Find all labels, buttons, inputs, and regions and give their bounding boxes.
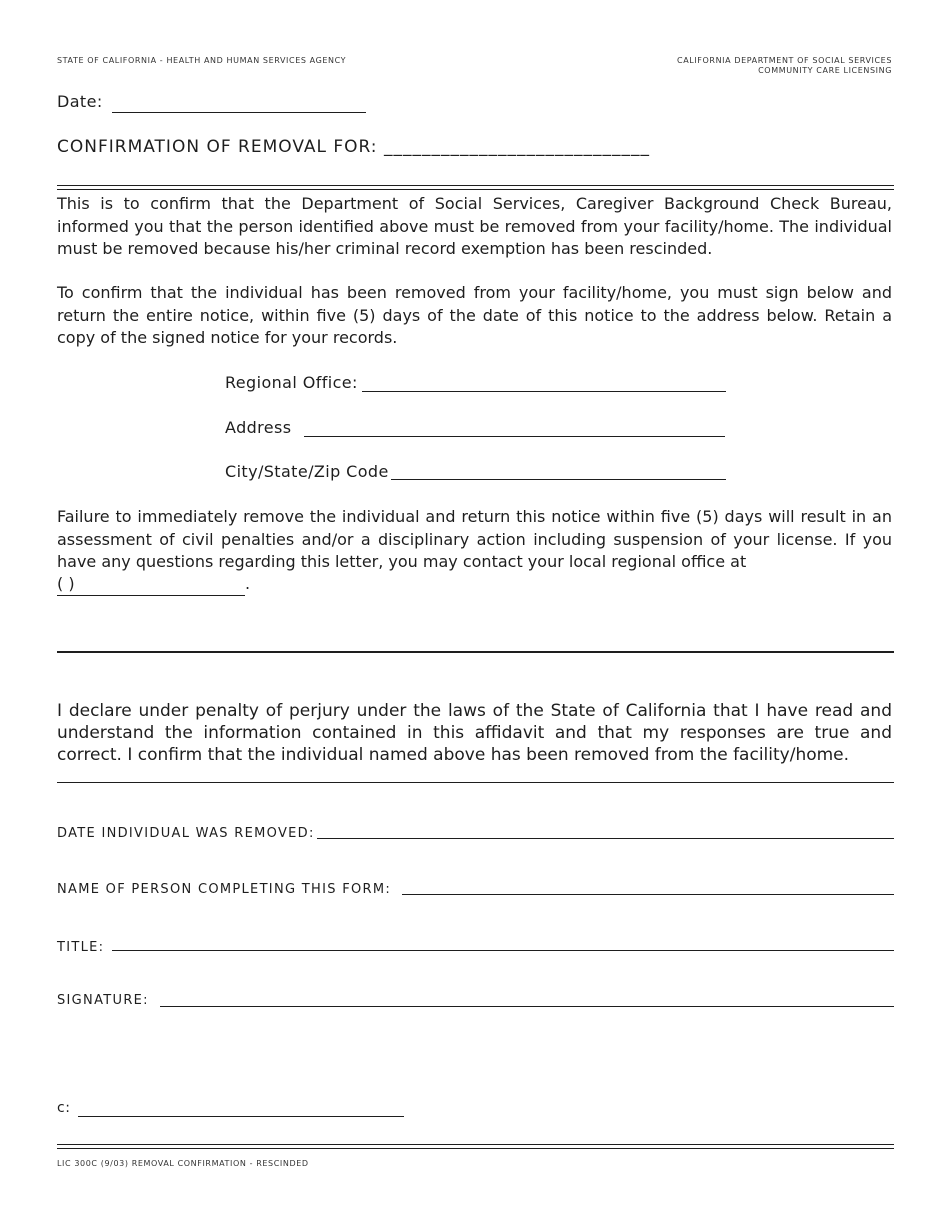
address-label: Address [225,418,292,437]
city-state-zip-label: City/State/Zip Code [225,462,389,481]
cc-label: c: [57,1100,71,1116]
bottom-double-rule-2 [57,1148,894,1149]
city-state-zip-field[interactable] [391,462,726,480]
date-removed-field[interactable] [317,826,894,839]
agency-header: STATE OF CALIFORNIA - HEALTH AND HUMAN SERVICES AGENCY [57,56,347,65]
signature-label: SIGNATURE: [57,993,149,1008]
confirmation-of-removal-heading [57,137,650,157]
phone-number-line [57,573,250,596]
name-label: NAME OF PERSON COMPLETING THIS FORM: [57,882,392,897]
paragraph-instructions: To confirm that the individual has been removed from your facility/home, you must sign below and return the entire notice, within five (5) days of the date of this notice to the address below. Retain a copy of the signed notice for your records. [57,283,892,347]
department-name: CALIFORNIA DEPARTMENT OF SOCIAL SERVICES [677,56,892,65]
confirmation-label: CONFIRMATION OF REMOVAL FOR: [57,137,378,157]
address-field[interactable] [304,419,725,437]
date-label: Date: [57,92,103,111]
name-field[interactable] [402,882,894,895]
division-name: COMMUNITY CARE LICENSING [758,66,892,75]
confirmation-name-blank[interactable]: ____________________________ [383,137,650,157]
phone-number-field[interactable] [57,573,245,596]
regional-office-field[interactable] [362,374,726,392]
declaration-rule [57,782,894,783]
penalties-text: Failure to immediately remove the individual and return this notice within five (5) days will result in an assessment of civil penalties and/or a disciplinary action including suspension of your license. If you have any questions regarding this letter, you may contact your local regional office at [57,507,892,571]
section-divider [57,651,894,653]
title-field[interactable] [112,938,894,951]
paragraph-notice: This is to confirm that the Department of Social Services, Caregiver Background Check Bureau, informed you that the person identified above must be removed from your facility/home. The individual must be removed because his/her criminal record exemption has been rescinded. [57,194,892,258]
phone-period: . [245,574,251,593]
date-field[interactable] [112,94,366,113]
bottom-double-rule-1 [57,1144,894,1145]
form-number-footer: LIC 300C (9/03) REMOVAL CONFIRMATION - RESCINDED [57,1159,309,1168]
top-double-rule-2 [57,189,894,190]
perjury-declaration: I declare under penalty of perjury under the laws of the State of California that I have read and understand the information contained in this affidavit and that my responses are true and correct. I confirm that the individual named above has been removed from the facility/home. [57,701,892,765]
date-removed-label: DATE INDIVIDUAL WAS REMOVED: [57,826,315,841]
cc-field[interactable] [78,1104,404,1117]
signature-field[interactable] [160,994,894,1007]
phone-area-code: ( ) [57,574,75,593]
paragraph-penalties [57,506,892,574]
department-header [677,56,892,76]
title-label: TITLE: [57,940,105,955]
regional-office-label: Regional Office: [225,373,358,392]
top-double-rule-1 [57,185,894,186]
